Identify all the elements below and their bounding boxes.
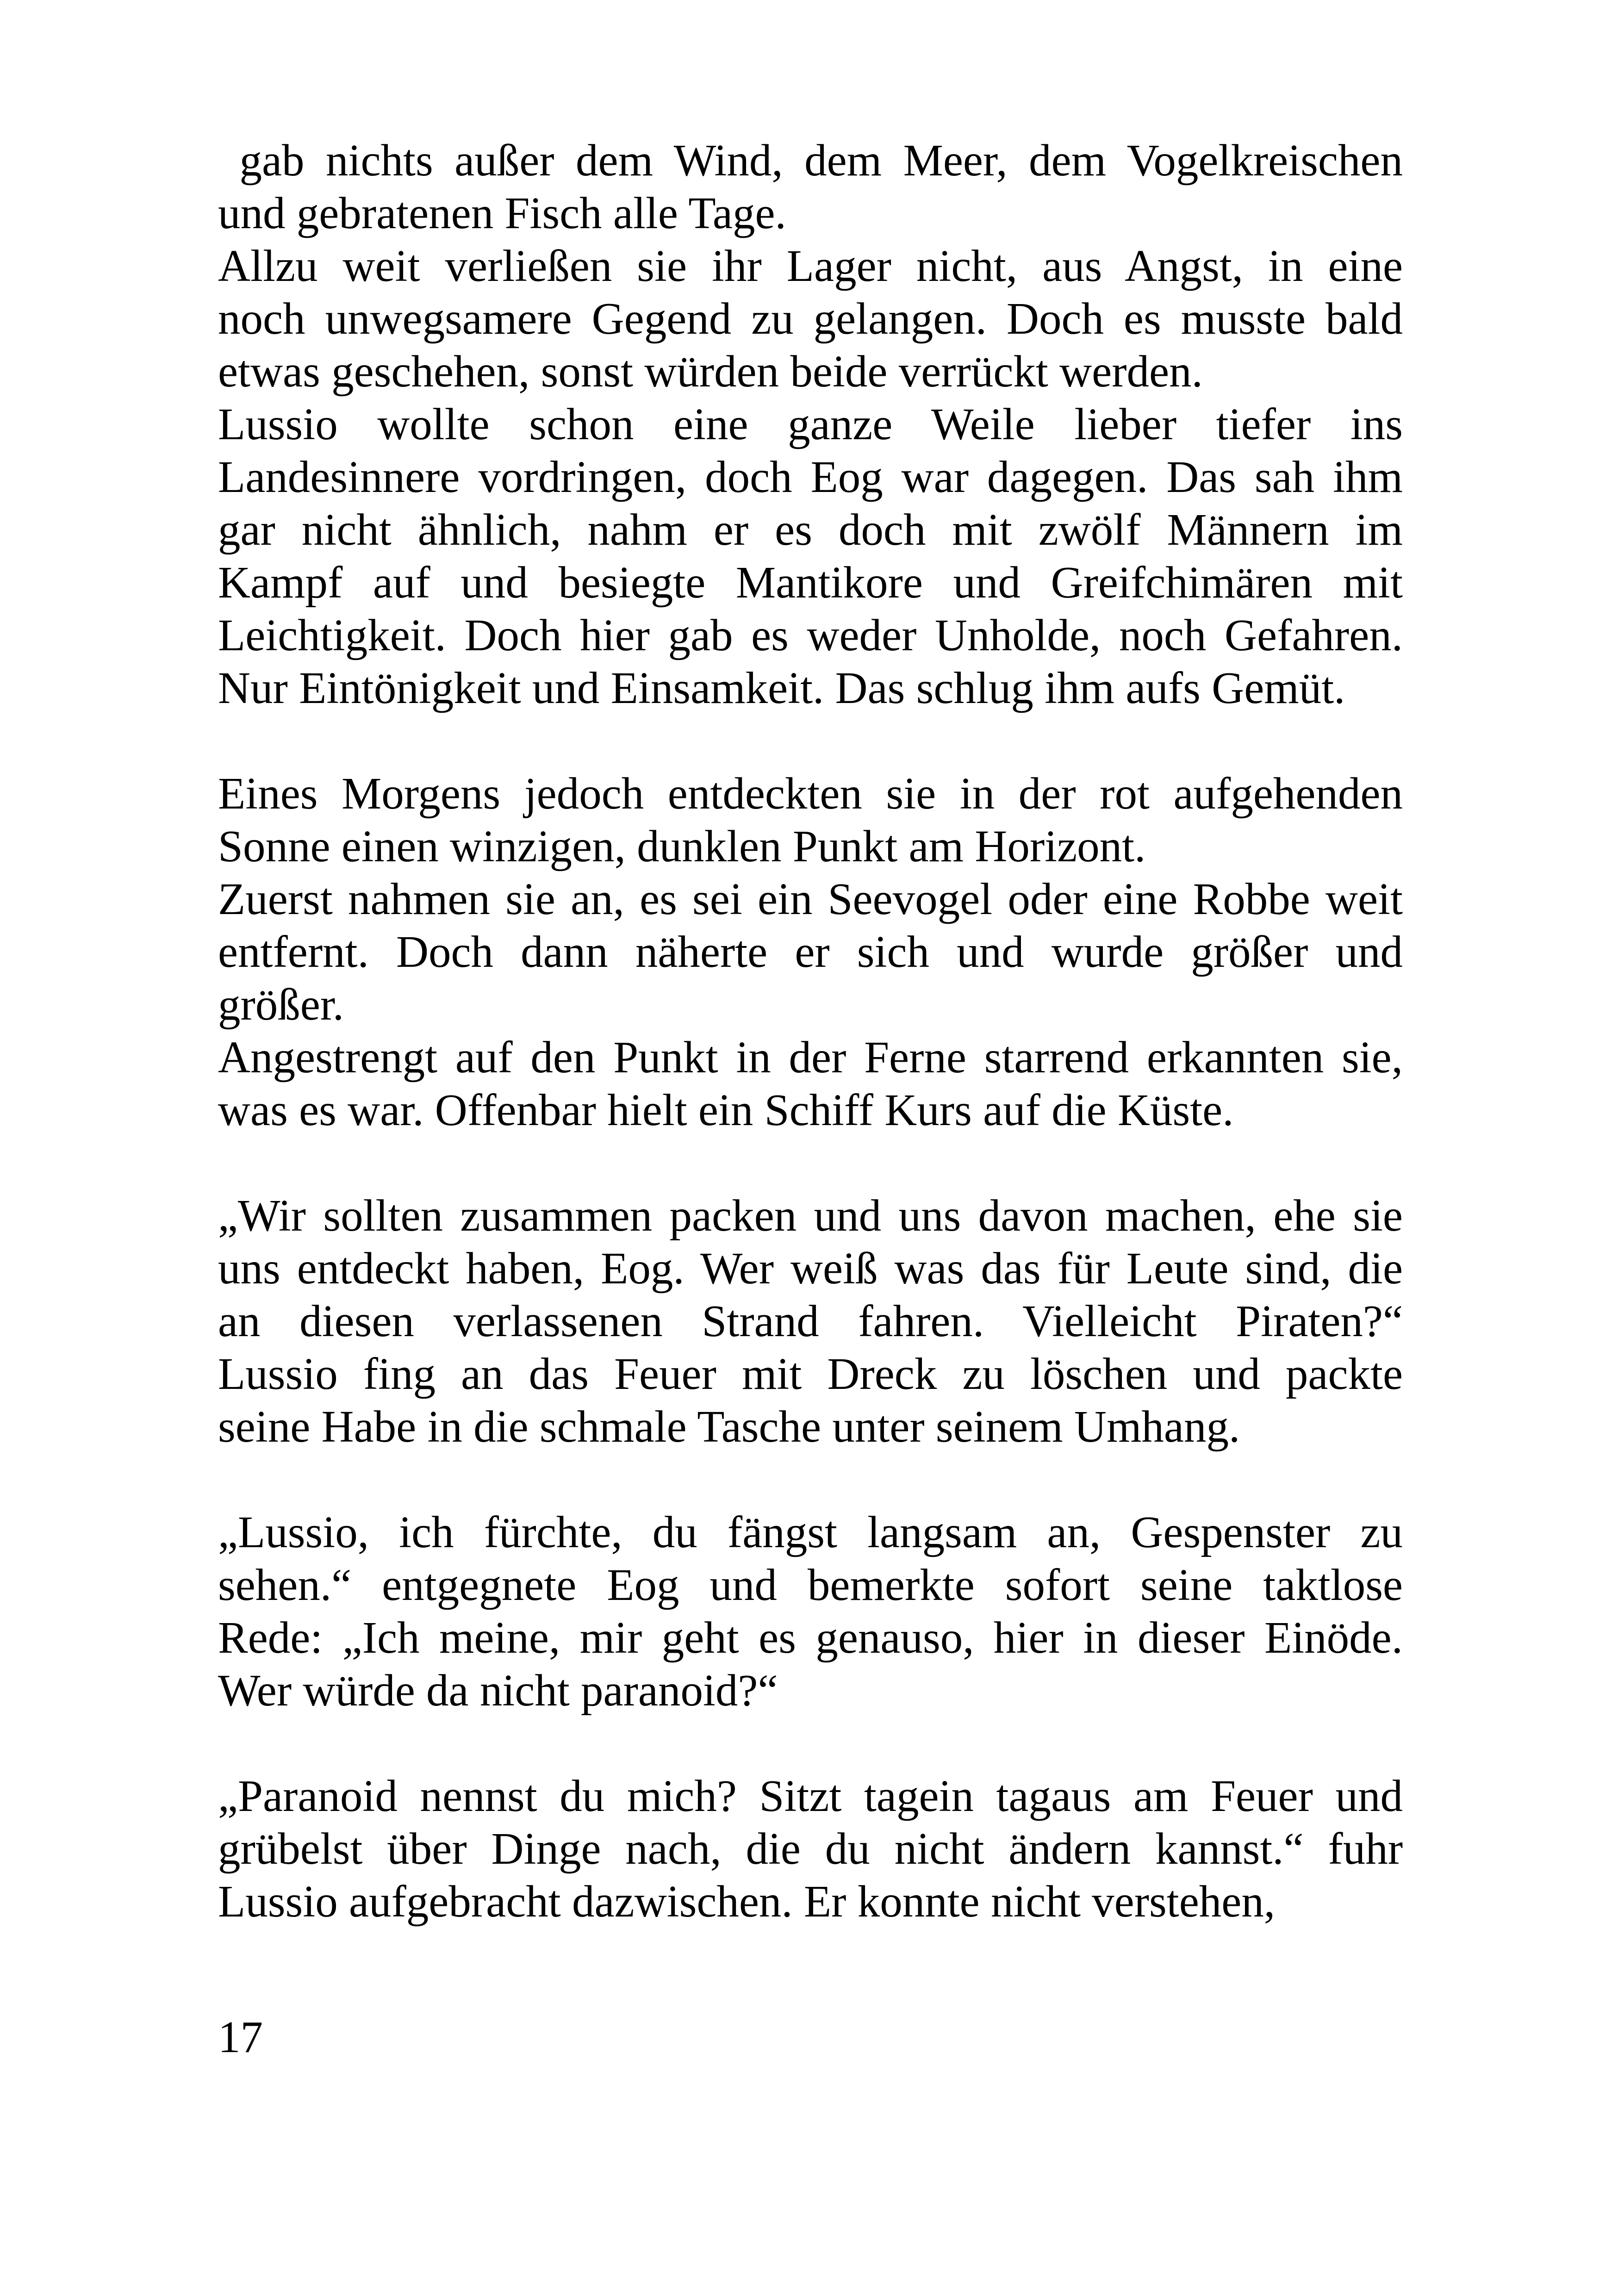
text-line: uns entdeckt haben, Eog. Wer weiß was das für Leute sind, die	[218, 1244, 1403, 1293]
text-line: seine Habe in die schmale Tasche unter seinem Umhang.	[218, 1402, 1240, 1451]
text-line: Leichtigkeit. Doch hier gab es weder Unholde, noch Gefahren.	[218, 610, 1403, 660]
paragraph	[218, 240, 1403, 398]
text-line: Nur Eintönigkeit und Einsamkeit. Das schlug ihm aufs Gemüt.	[218, 663, 1345, 713]
paragraph	[218, 1189, 1403, 1453]
text-line: etwas geschehen, sonst würden beide verrückt werden.	[218, 347, 1203, 396]
paragraph	[218, 1031, 1403, 1137]
text-line: „Lussio, ich fürchte, du fängst langsam an, Gespenster zu	[218, 1507, 1403, 1557]
paragraph	[218, 134, 1403, 240]
text-line: Rede: „Ich meine, mir geht es genauso, hier in dieser Einöde.	[218, 1613, 1403, 1662]
text-line: Lussio aufgebracht dazwischen. Er konnte nicht verstehen,	[218, 1877, 1276, 1926]
text-line: gab nichts außer dem Wind, dem Meer, dem Vogelkreischen	[218, 136, 1403, 185]
text-line: grübelst über Dinge nach, die du nicht ändern kannst.“ fuhr	[218, 1824, 1403, 1873]
page-number: 17	[218, 2012, 263, 2062]
text-line: gar nicht ähnlich, nahm er es doch mit zwölf Männern im	[218, 505, 1403, 554]
text-line: Kampf auf und besiegte Mantikore und Greifchimären mit	[218, 558, 1403, 607]
paragraph-spacer	[218, 1137, 1403, 1189]
paragraph	[218, 1770, 1403, 1928]
text-line: größer.	[218, 980, 344, 1029]
text-line: sehen.“ entgegnete Eog und bemerkte sofort seine taktlose	[218, 1560, 1403, 1610]
text-line: noch unwegsamere Gegend zu gelangen. Doch es musste bald	[218, 294, 1403, 343]
text-line: „Paranoid nennst du mich? Sitzt tagein tagaus am Feuer und	[218, 1771, 1403, 1821]
paragraph-spacer	[218, 1717, 1403, 1770]
text-line: „Wir sollten zusammen packen und uns davon machen, ehe sie	[218, 1191, 1403, 1240]
paragraph-spacer	[218, 1453, 1403, 1506]
text-line: Zuerst nahmen sie an, es sei ein Seevogel oder eine Robbe weit	[218, 874, 1403, 924]
paragraph	[218, 767, 1403, 873]
text-line: Sonne einen winzigen, dunklen Punkt am Horizont.	[218, 821, 1146, 871]
text-line: was es war. Offenbar hielt ein Schiff Kurs auf die Küste.	[218, 1085, 1234, 1135]
paragraph	[218, 873, 1403, 1031]
text-line: Landesinnere vordringen, doch Eog war dagegen. Das sah ihm	[218, 452, 1403, 502]
paragraph	[218, 398, 1403, 715]
text-line: Lussio wollte schon eine ganze Weile lieber tiefer ins	[218, 399, 1403, 449]
text-line: und gebratenen Fisch alle Tage.	[218, 188, 786, 238]
paragraph	[218, 1506, 1403, 1717]
text-line: Allzu weit verließen sie ihr Lager nicht, aus Angst, in eine	[218, 241, 1403, 291]
paragraph-spacer	[218, 715, 1403, 767]
body-text	[218, 134, 1403, 1928]
text-line: entfernt. Doch dann näherte er sich und wurde größer und	[218, 927, 1403, 977]
text-line: an diesen verlassenen Strand fahren. Vielleicht Piraten?“	[218, 1296, 1403, 1346]
text-line: Wer würde da nicht paranoid?“	[218, 1666, 778, 1715]
text-line: Lussio fing an das Feuer mit Dreck zu löschen und packte	[218, 1349, 1403, 1399]
text-line: Eines Morgens jedoch entdeckten sie in der rot aufgehenden	[218, 769, 1403, 818]
text-line: Angestrengt auf den Punkt in der Ferne starrend erkannten sie,	[218, 1033, 1403, 1082]
